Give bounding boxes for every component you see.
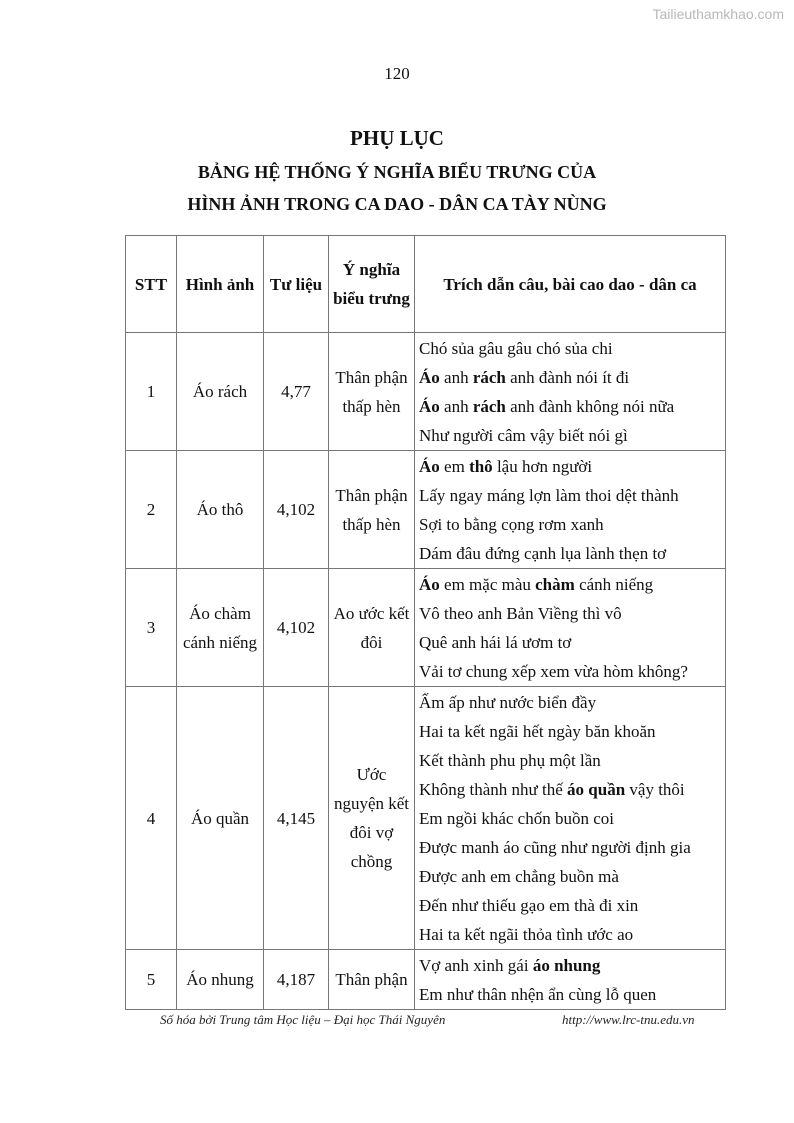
quote-text: cánh niếng [574,575,654,594]
quote-line [419,746,725,775]
quote-line [419,804,725,833]
cell-image: Áo nhung [177,950,264,1010]
footer-url: http://www.lrc-tnu.edu.vn [562,1012,695,1027]
header-source: Tư liệu [264,236,329,333]
quote-line [419,334,725,363]
cell-quote [415,451,726,569]
quote-line [419,688,725,717]
cell-quote [415,569,726,687]
cell-quote [415,333,726,451]
cell-stt: 2 [126,451,177,569]
quote-text: anh đành nói ít đi [505,368,630,387]
cell-source: 4,102 [264,569,329,687]
quote-line [419,421,725,450]
quote-line [419,862,725,891]
quote-text: Vô theo anh Bản Viềng thì vô [419,604,622,623]
cell-source: 4,77 [264,333,329,451]
cell-meaning: Thân phận thấp hèn [329,451,415,569]
quote-text: em mặc màu [439,575,536,594]
cell-stt: 5 [126,950,177,1010]
header-image: Hình ảnh [177,236,264,333]
quote-text: Sợi to bằng cọng rơm xanh [419,515,604,534]
quote-text: Chó sủa gâu gâu chó sủa chi [419,339,613,358]
quote-keyword: Áo [419,397,440,416]
quote-text: Vải tơ chung xếp xem vừa hòm không? [419,662,688,681]
quote-text: anh đành không nói nữa [505,397,675,416]
table-row [126,333,726,451]
cell-stt: 1 [126,333,177,451]
cell-image: Áo thô [177,451,264,569]
quote-line [419,628,725,657]
quote-keyword: Áo [419,457,440,476]
subtitle-line-1: BẢNG HỆ THỐNG Ý NGHĨA BIỂU TRƯNG CỦA [197,162,597,182]
cell-source: 4,102 [264,451,329,569]
cell-stt: 3 [126,569,177,687]
header-quote: Trích dẫn câu, bài cao dao - dân ca [415,236,726,333]
table-row [126,950,726,1010]
quote-text: Em ngồi khác chốn buồn coi [419,809,614,828]
cell-meaning: Thân phận [329,950,415,1010]
quote-text: Vợ anh xinh gái [419,956,533,975]
quote-keyword: Áo [419,368,440,387]
quote-line [419,951,725,980]
quote-keyword: Áo [419,575,440,594]
quote-line [419,833,725,862]
subtitle-line-2: HÌNH ẢNH TRONG CA DAO - DÂN CA TÀY NÙNG [187,194,607,214]
cell-source: 4,187 [264,950,329,1010]
table-row [126,451,726,569]
cell-image: Áo chàm cánh niếng [177,569,264,687]
quote-keyword: chàm [535,575,575,594]
quote-text: Đến như thiếu gạo em thà đi xin [419,896,639,915]
quote-line [419,599,725,628]
cell-meaning: Thân phận thấp hèn [329,333,415,451]
quote-line [419,510,725,539]
table-header-row [126,236,726,333]
quote-line [419,775,725,804]
quote-text: lậu hơn người [492,457,593,476]
cell-image: Áo rách [177,333,264,451]
quote-line [419,481,725,510]
quote-text: Quê anh hái lá ươm tơ [419,633,572,652]
quote-text: Hai ta kết ngãi hết ngày băn khoăn [419,722,656,741]
quote-text: vậy thôi [625,780,685,799]
quote-keyword: rách [472,397,506,416]
footer-digitized-by: Số hóa bởi Trung tâm Học liệu – Đại học Thái Nguyên [160,1012,446,1027]
table-row [126,569,726,687]
quote-line [419,717,725,746]
quote-text: anh [439,368,473,387]
quote-line [419,891,725,920]
cell-quote [415,687,726,950]
quote-line [419,570,725,599]
table-row [126,687,726,950]
quote-keyword: áo quần [567,780,626,799]
symbolism-table [125,235,726,1010]
page-number: 120 [384,64,410,83]
quote-text: anh [439,397,473,416]
cell-source: 4,145 [264,687,329,950]
watermark-text: Tailieuthamkhao.com [652,6,784,22]
quote-line [419,980,725,1009]
quote-line [419,452,725,481]
quote-line [419,392,725,421]
quote-text: Em như thân nhện ẩn cùng lỗ quen [419,985,657,1004]
header-meaning: Ý nghĩa biểu trưng [329,236,415,333]
quote-text: Lấy ngay máng lợn làm thoi dệt thành [419,486,679,505]
quote-text: Ấm ấp như nước biển đầy [419,693,597,712]
quote-text: Hai ta kết ngãi thỏa tình ước ao [419,925,634,944]
quote-text: Không thành như thế [419,780,568,799]
quote-line [419,363,725,392]
cell-meaning: Ước nguyện kết đôi vợ chồng [329,687,415,950]
header-stt: STT [126,236,177,333]
page-title: PHỤ LỤC [350,126,444,150]
quote-text: Được anh em chẳng buồn mà [419,867,619,886]
quote-keyword: thô [469,457,493,476]
quote-line [419,920,725,949]
table-body [126,333,726,1010]
cell-image: Áo quần [177,687,264,950]
quote-text: em [439,457,470,476]
cell-quote [415,950,726,1010]
quote-text: Dám đâu đứng cạnh lụa lành thẹn tơ [419,544,667,563]
quote-text: Được manh áo cũng như người định gia [419,838,691,857]
quote-line [419,539,725,568]
quote-keyword: rách [472,368,506,387]
cell-stt: 4 [126,687,177,950]
cell-meaning: Ao ước kết đôi [329,569,415,687]
quote-text: Như người câm vậy biết nói gì [419,426,628,445]
quote-line [419,657,725,686]
quote-keyword: áo nhung [532,956,601,975]
quote-text: Kết thành phu phụ một lần [419,751,601,770]
